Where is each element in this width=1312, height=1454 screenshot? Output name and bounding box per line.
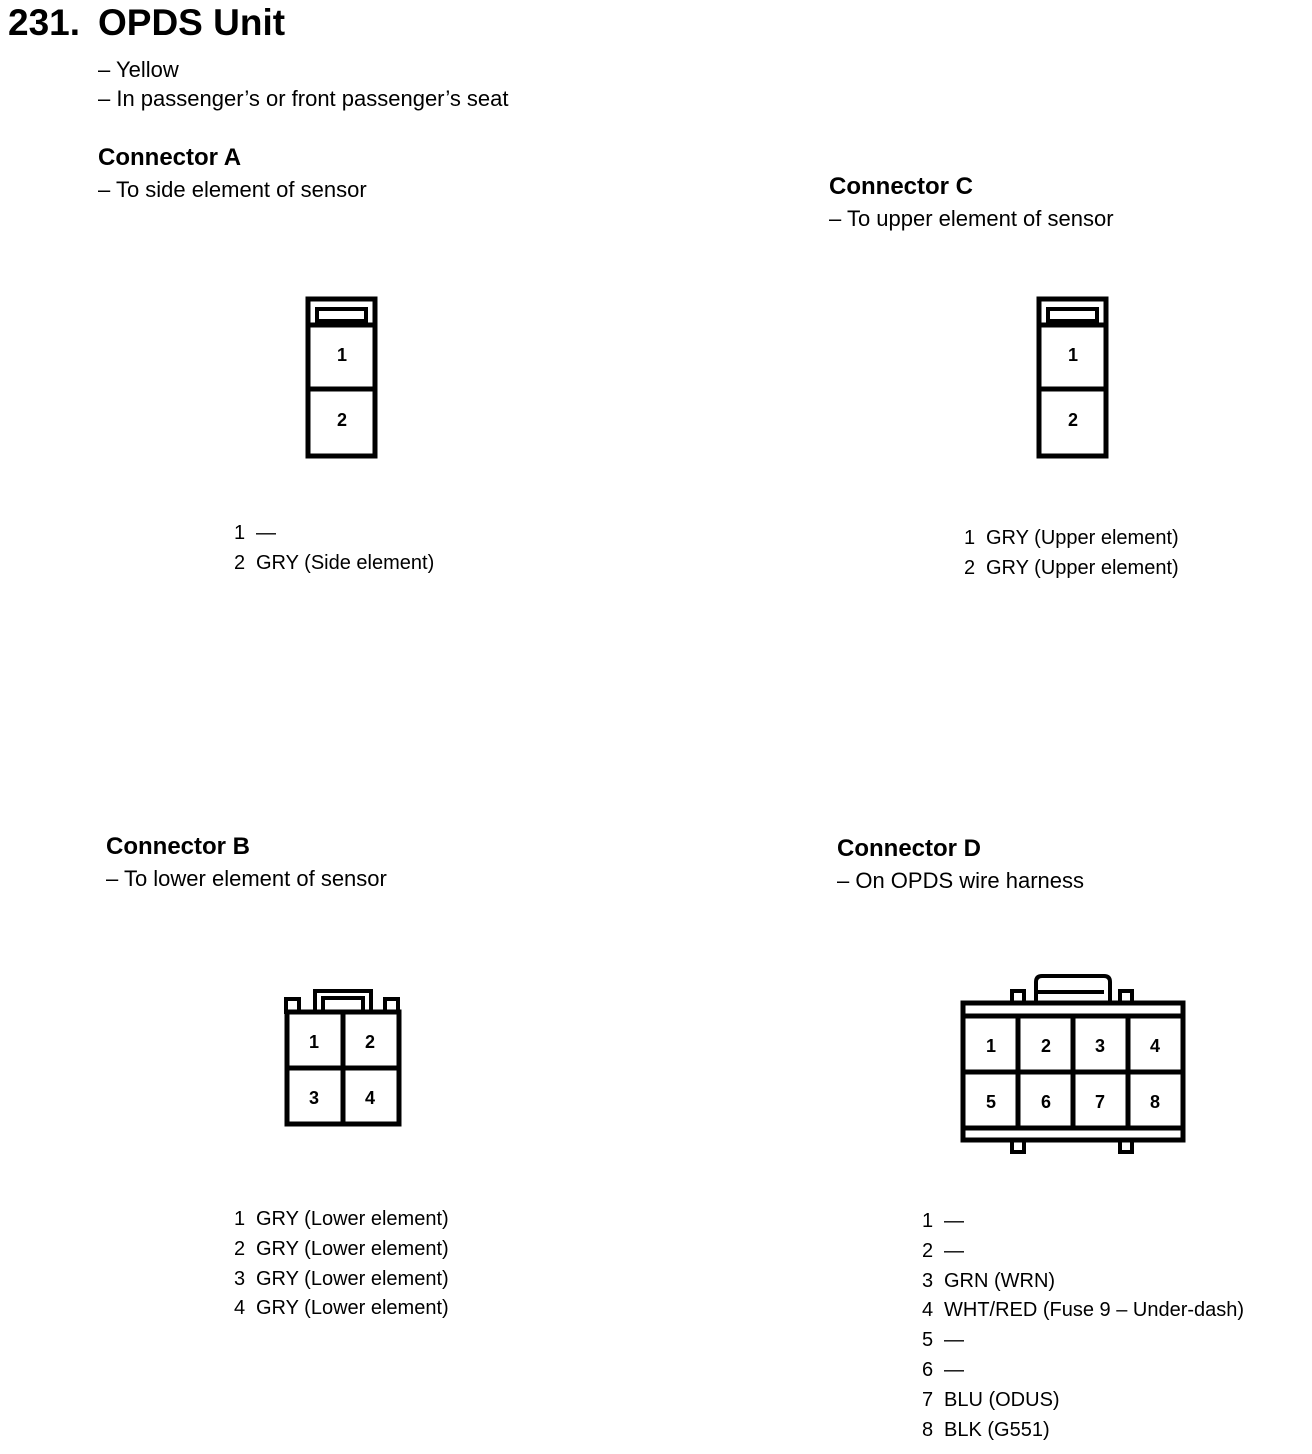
pin-description: GRY (Upper element) xyxy=(986,527,1179,549)
location-note: – In passenger’s or front passenger’s seat xyxy=(98,86,509,111)
pin-description: GRN (WRN) xyxy=(944,1269,1056,1292)
connector-c-heading: Connector C xyxy=(829,173,973,200)
connector-b-pin-list xyxy=(234,1205,449,1324)
connector-b-cavity-2: 2 xyxy=(364,1031,376,1052)
pin-description: — xyxy=(256,522,276,544)
connector-b-heading: Connector B xyxy=(106,833,250,860)
pin-number: 2 xyxy=(234,1237,246,1260)
pin-number: 1 xyxy=(922,1210,934,1232)
pin-number: 1 xyxy=(234,522,246,544)
connector-a-pin-list xyxy=(234,519,434,579)
pin-description: — xyxy=(944,1329,964,1352)
pin-number: 2 xyxy=(234,551,246,574)
color-note: – Yellow xyxy=(98,57,179,82)
connector-d-cavity-8: 8 xyxy=(1149,1091,1161,1112)
page-title-text: OPDS Unit xyxy=(98,2,286,43)
connector-d-heading: Connector D xyxy=(837,835,981,862)
pin-row xyxy=(922,1386,1244,1416)
connector-b-description: – To lower element of sensor xyxy=(106,866,387,891)
connector-c-diagram xyxy=(1031,292,1115,464)
pin-row xyxy=(234,1265,449,1295)
pin-description: GRY (Lower element) xyxy=(256,1297,449,1320)
connector-a-latch xyxy=(317,309,366,321)
connector-a-cavity-1: 1 xyxy=(336,344,348,365)
pin-row xyxy=(922,1356,1244,1386)
pin-number: 3 xyxy=(234,1267,246,1290)
connector-a-description: – To side element of sensor xyxy=(98,177,367,202)
pin-row xyxy=(922,1326,1244,1356)
connector-d-cavity-7: 7 xyxy=(1094,1091,1106,1112)
pin-row xyxy=(964,524,1179,554)
pin-number: 8 xyxy=(922,1418,934,1441)
connector-d-cavity-4: 4 xyxy=(1149,1035,1161,1056)
pin-row xyxy=(234,1235,449,1265)
pin-description: — xyxy=(944,1239,964,1262)
pin-description: — xyxy=(944,1358,964,1381)
pin-row xyxy=(964,554,1179,584)
pin-row xyxy=(234,549,434,579)
pin-description: GRY (Lower element) xyxy=(256,1208,449,1230)
pin-description: BLU (ODUS) xyxy=(944,1388,1060,1411)
pin-number: 2 xyxy=(922,1239,934,1262)
pin-row xyxy=(234,1205,449,1235)
pin-number: 7 xyxy=(922,1388,934,1411)
connector-d-cavity-3: 3 xyxy=(1094,1035,1106,1056)
pin-number: 5 xyxy=(922,1329,934,1352)
pin-description: WHT/RED (Fuse 9 – Under-dash) xyxy=(944,1299,1245,1322)
pin-description: GRY (Lower element) xyxy=(256,1267,449,1290)
connector-b-cavity-4: 4 xyxy=(364,1087,376,1108)
pin-description: GRY (Lower element) xyxy=(256,1237,449,1260)
connector-a-cavity-2: 2 xyxy=(336,409,348,430)
pin-description: BLK (G551) xyxy=(944,1418,1050,1441)
pin-number: 3 xyxy=(922,1269,934,1292)
connector-c-pin-list xyxy=(964,524,1179,584)
pin-number: 2 xyxy=(964,556,976,579)
page-title xyxy=(8,2,285,44)
pin-row xyxy=(234,519,434,549)
connector-c-description: – To upper element of sensor xyxy=(829,206,1114,231)
connector-a-diagram xyxy=(300,292,384,464)
connector-d-cavity-6: 6 xyxy=(1040,1091,1052,1112)
pin-row xyxy=(922,1237,1244,1267)
connector-d-description: – On OPDS wire harness xyxy=(837,868,1084,893)
connector-b-cavity-3: 3 xyxy=(308,1087,320,1108)
pin-row xyxy=(234,1294,449,1324)
pin-number: 4 xyxy=(234,1297,246,1320)
connector-b-diagram xyxy=(280,984,406,1132)
pin-description: GRY (Side element) xyxy=(256,551,435,574)
pin-number: 6 xyxy=(922,1358,934,1381)
connector-c-cavity-2: 2 xyxy=(1067,409,1079,430)
pin-number: 4 xyxy=(922,1299,934,1322)
pin-row xyxy=(922,1267,1244,1297)
connector-d-cavity-2: 2 xyxy=(1040,1035,1052,1056)
connector-c-latch xyxy=(1048,309,1097,321)
pin-description: GRY (Upper element) xyxy=(986,556,1179,579)
pin-number: 1 xyxy=(964,527,976,549)
page-number: 231. xyxy=(8,2,81,43)
connector-b-latch xyxy=(286,991,398,1012)
pin-description: — xyxy=(944,1210,964,1232)
connector-d-cavity-5: 5 xyxy=(985,1091,997,1112)
pin-row xyxy=(922,1296,1244,1326)
pin-row xyxy=(922,1416,1244,1446)
pin-number: 1 xyxy=(234,1208,246,1230)
connector-d-cavity-1: 1 xyxy=(985,1035,997,1056)
connector-d-diagram xyxy=(956,970,1192,1162)
connector-b-cavity-1: 1 xyxy=(308,1031,320,1052)
connector-a-heading: Connector A xyxy=(98,144,242,171)
pin-row xyxy=(922,1207,1244,1237)
connector-d-pin-list xyxy=(922,1207,1244,1445)
connector-c-cavity-1: 1 xyxy=(1067,344,1079,365)
